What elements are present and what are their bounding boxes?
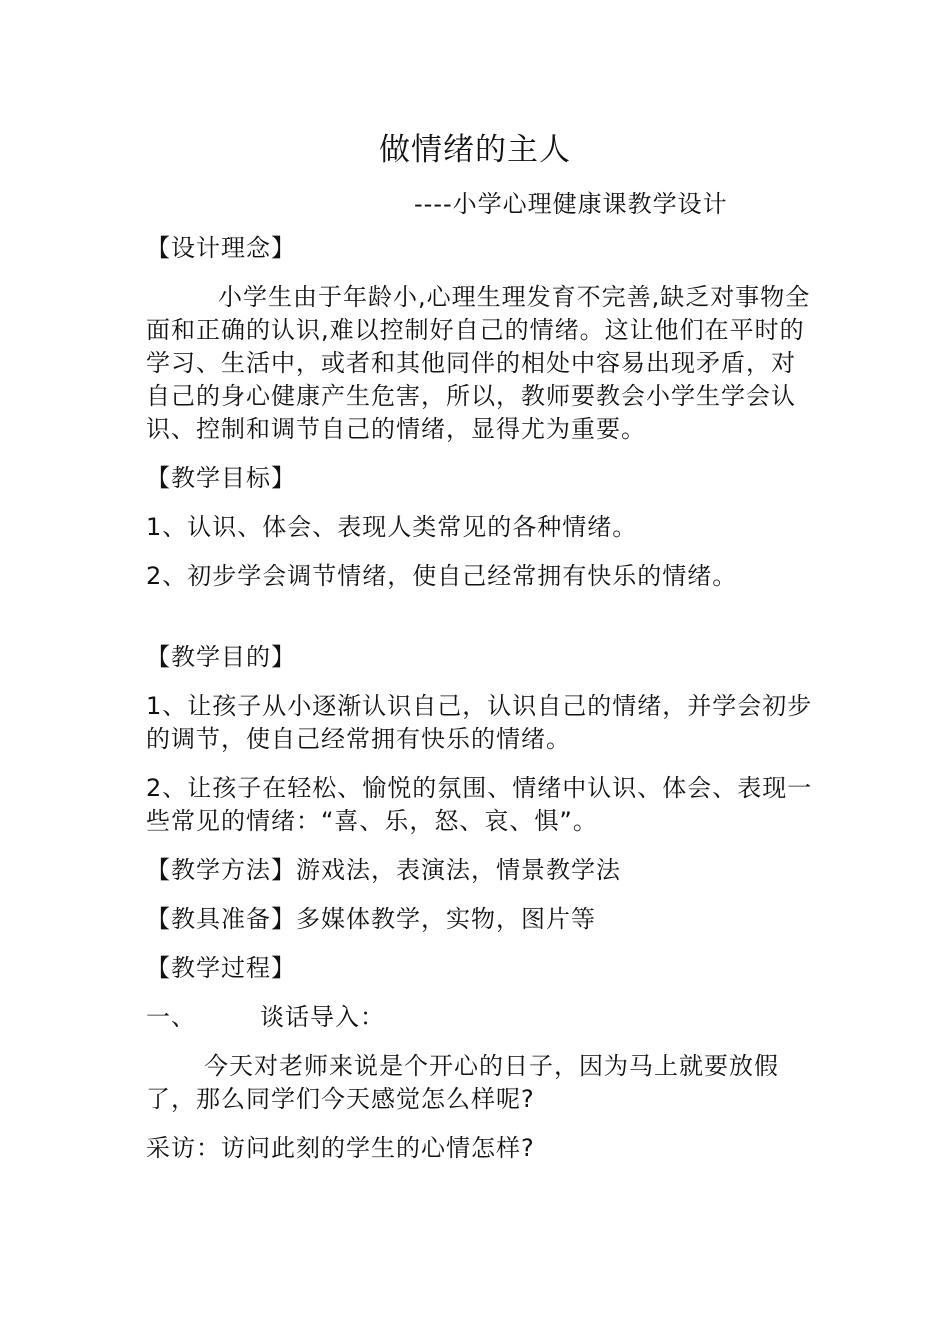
purpose-item-1: 1、让孩子从小逐渐认识自己，认识自己的情绪，并学会初步的调节，使自己经常拥有快乐的情绪。 <box>146 692 813 753</box>
document-subtitle: ----小学心理健康课教学设计 <box>414 190 728 218</box>
step-1-paragraph: 今天对老师来说是个开心的日子，因为马上就要放假了，那么同学们今天感觉怎么样呢? <box>146 1052 779 1113</box>
process-heading: 【教学过程】 <box>146 954 296 982</box>
document-body <box>146 232 814 1181</box>
step-1-title: 谈话导入： <box>260 1003 385 1031</box>
document-title: 做情绪的主人 <box>379 132 571 168</box>
step-1-number: 一、 <box>146 1003 196 1031</box>
step-1-heading <box>146 1001 814 1034</box>
concept-heading: 【设计理念】 <box>146 234 296 262</box>
goal-item-1: 1、认识、体会、表现人类常见的各种情绪。 <box>146 513 638 541</box>
goal-item-2: 2、初步学会调节情绪，使自己经常拥有快乐的情绪。 <box>146 562 738 590</box>
concept-paragraph: 小学生由于年龄小,心理生理发育不完善,缺乏对事物全面和正确的认识,难以控制好自己的情绪。这让他们在平时的学习、生活中，或者和其他同伴的相处中容易出现矛盾，对自己的身心健康产生危害，所以，教师要教会小学生学会认识、控制和调节自己的情绪，显得尤为重要。 <box>146 283 811 443</box>
interview-line: 采访：访问此刻的学生的心情怎样? <box>146 1134 535 1162</box>
tools-line: 【教具准备】多媒体教学，实物，图片等 <box>146 905 596 933</box>
goals-heading: 【教学目标】 <box>146 464 296 492</box>
purpose-item-2: 2、让孩子在轻松、愉悦的氛围、情绪中认识、体会、表现一些常见的情绪：“喜、乐，怒、哀、惧”。 <box>146 774 813 835</box>
method-line: 【教学方法】游戏法，表演法，情景教学法 <box>146 856 621 884</box>
purpose-heading: 【教学目的】 <box>146 643 296 671</box>
